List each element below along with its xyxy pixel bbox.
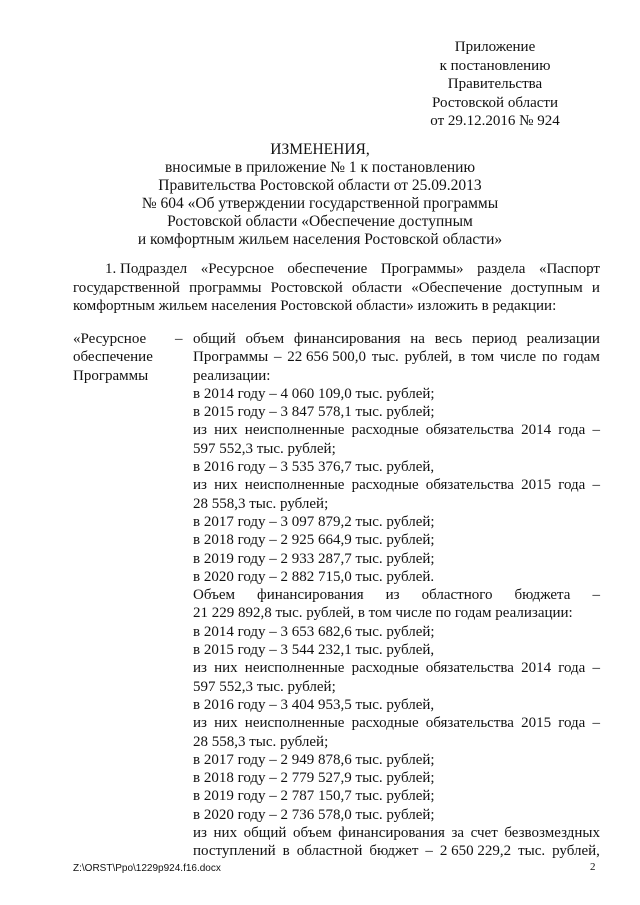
- content-line: в 2018 году – 2 779 527,9 тыс. рублей;: [193, 770, 435, 787]
- content-line: 28 558,3 тыс. рублей;: [193, 495, 329, 512]
- word: них: [214, 660, 238, 677]
- content-line: [193, 824, 600, 842]
- content-line: в 2017 году – 3 097 879,2 тыс. рублей;: [193, 513, 435, 530]
- word: рублей,: [404, 349, 453, 366]
- word: неисполненные: [244, 422, 345, 439]
- word: финансирования: [257, 587, 364, 604]
- content-line: [193, 476, 600, 494]
- word: из: [193, 422, 207, 439]
- paragraph-line: комфортным жильем населения Ростовской области» изложить в редакции:: [73, 298, 557, 314]
- word: годам: [563, 349, 600, 366]
- word: «Паспорт: [538, 261, 600, 277]
- word: объем: [245, 331, 285, 347]
- word: числе: [499, 349, 537, 366]
- content-line: [193, 842, 600, 860]
- content-line: в 2020 году – 2 882 715,0 тыс. рублей.: [193, 568, 435, 585]
- content-line: 21 229 892,8 тыс. рублей, в том числе по годам реализации:: [193, 605, 573, 622]
- word: областной: [296, 843, 363, 860]
- word: за: [451, 825, 465, 842]
- word: Ростовской: [270, 279, 343, 296]
- content-line: в 2015 году – 3 544 232,1 тыс. рублей,: [193, 642, 435, 659]
- word: из: [193, 660, 207, 677]
- word: раздела: [477, 261, 526, 277]
- word: обязательства: [425, 715, 514, 732]
- title-line: № 604 «Об утверждении государственной программы: [141, 195, 499, 212]
- word: них: [213, 825, 238, 842]
- label-line: обеспечение: [73, 349, 153, 366]
- word: из: [193, 825, 207, 842]
- word: тыс.: [371, 349, 399, 366]
- word: –: [592, 587, 600, 604]
- word: неисполненные: [244, 715, 345, 732]
- content-line: в 2016 году – 3 404 953,5 тыс. рублей,: [193, 696, 435, 713]
- word: –: [592, 715, 600, 732]
- appendix-line: Ростовской области: [432, 94, 558, 111]
- title-heading: ИЗМЕНЕНИЯ,: [270, 141, 370, 158]
- content-line: [193, 421, 600, 439]
- word: года: [558, 477, 586, 494]
- row-dash: –: [175, 331, 183, 347]
- footer-file-path: Z:\ORST\Ppo\1229p924.f16.docx: [73, 863, 221, 874]
- word: бюджет: [369, 843, 419, 860]
- resource-row-label: [73, 330, 183, 385]
- word: года: [558, 422, 586, 439]
- title-line: Правительства Ростовской области от 25.09.2013: [158, 177, 482, 194]
- word: бюджета: [514, 587, 571, 604]
- content-line: [193, 586, 600, 604]
- word: –: [592, 477, 600, 494]
- word: расходные: [351, 422, 419, 439]
- appendix-block: [400, 38, 590, 131]
- word: года: [558, 715, 586, 732]
- document-title: [0, 141, 640, 249]
- word: года: [558, 660, 586, 677]
- appendix-line: от 29.12.2016 № 924: [430, 113, 560, 129]
- word: обязательства: [425, 660, 514, 677]
- content-line: 28 558,3 тыс. рублей;: [193, 733, 329, 750]
- paragraph-1: [73, 260, 600, 316]
- word: –: [592, 660, 600, 677]
- word: –: [425, 843, 433, 860]
- label-line: Программы: [73, 367, 149, 384]
- word: 2015: [521, 477, 552, 494]
- word: Программы: [193, 349, 269, 366]
- word: из: [385, 587, 400, 604]
- content-line: в 2014 году – 3 653 682,6 тыс. рублей;: [193, 623, 435, 640]
- word: из: [193, 477, 207, 494]
- title-line: вносимые в приложение № 1 к постановлению: [164, 159, 476, 176]
- word: 2014: [521, 660, 552, 677]
- word: по: [541, 349, 558, 366]
- word: обязательства: [425, 422, 514, 439]
- content-line: в 2020 году – 2 736 578,0 тыс. рублей;: [193, 806, 435, 823]
- word: них: [214, 715, 238, 732]
- content-line: в 2019 году – 2 933 287,7 тыс. рублей;: [193, 550, 435, 567]
- title-line: Ростовской области «Обеспечение доступным: [167, 213, 473, 230]
- word: 2015: [521, 715, 552, 732]
- word: «Ресурсное: [200, 261, 274, 277]
- word: государственной: [73, 279, 180, 296]
- resource-row-content: [193, 330, 600, 861]
- word: и: [591, 279, 600, 296]
- content-line: в 2015 году – 3 847 578,1 тыс. рублей;: [193, 404, 435, 421]
- word: области: [351, 279, 403, 296]
- word: расходные: [351, 715, 419, 732]
- label-line: «Ресурсное: [73, 331, 147, 347]
- title-line: и комфортным жильем населения Ростовской области»: [137, 231, 503, 248]
- appendix-line: Приложение: [454, 39, 536, 55]
- page-number: 2: [590, 861, 596, 873]
- word: обязательства: [425, 477, 514, 494]
- word: период: [471, 331, 517, 347]
- word: доступным: [511, 279, 583, 296]
- word: них: [214, 422, 238, 439]
- word: общий: [193, 331, 236, 347]
- appendix-line: Правительства: [447, 76, 543, 92]
- word: них: [214, 477, 238, 494]
- word: рублей,: [552, 843, 600, 860]
- word: реализации: [526, 331, 600, 347]
- paragraph-line: [73, 279, 600, 298]
- content-line: в 2019 году – 2 787 150,7 тыс. рублей;: [193, 788, 435, 805]
- content-line: [193, 330, 600, 348]
- word: финансирования: [338, 825, 445, 842]
- word: весь: [434, 331, 463, 347]
- word: поступлений: [193, 843, 276, 860]
- word: неисполненные: [244, 477, 345, 494]
- word: 22 656 500,0: [287, 349, 366, 366]
- content-line: в 2018 году – 2 925 664,9 тыс. рублей;: [193, 532, 435, 549]
- word: расходные: [351, 660, 419, 677]
- word: Программы»: [380, 261, 464, 277]
- word: «Обеспечение: [411, 279, 502, 296]
- word: в: [282, 843, 290, 860]
- word: на: [410, 331, 425, 347]
- content-line: в 2016 году – 3 535 376,7 тыс. рублей,: [193, 459, 435, 476]
- word: объем: [293, 825, 332, 842]
- word: 2 650 229,2: [439, 843, 512, 860]
- word: областного: [421, 587, 493, 604]
- word: неисполненные: [244, 660, 345, 677]
- content-line: в 2017 году – 2 949 878,6 тыс. рублей;: [193, 751, 435, 768]
- appendix-line: к постановлению: [439, 57, 551, 74]
- word: из: [193, 715, 207, 732]
- content-line: [193, 659, 600, 677]
- word: 2014: [521, 422, 552, 439]
- word: том: [471, 349, 495, 366]
- word: безвозмездных: [504, 825, 600, 842]
- word: 1. Подраздел: [105, 261, 188, 277]
- word: обеспечение: [287, 261, 368, 277]
- word: счет: [470, 825, 498, 842]
- word: Объем: [193, 587, 235, 604]
- content-line: 597 552,3 тыс. рублей;: [193, 678, 336, 695]
- word: расходные: [351, 477, 419, 494]
- word: тыс.: [518, 843, 546, 860]
- content-line: в 2014 году – 4 060 109,0 тыс. рублей;: [193, 385, 435, 402]
- word: –: [273, 349, 282, 366]
- word: финансирования: [293, 331, 401, 347]
- word: в: [458, 349, 466, 366]
- word: общий: [243, 825, 287, 842]
- content-line: [193, 714, 600, 732]
- content-line: 597 552,3 тыс. рублей;: [193, 440, 336, 457]
- word: программы: [189, 279, 262, 296]
- paragraph-line: [73, 260, 600, 279]
- word: –: [592, 422, 600, 439]
- content-line: реализации:: [193, 367, 271, 384]
- content-line: [193, 348, 600, 366]
